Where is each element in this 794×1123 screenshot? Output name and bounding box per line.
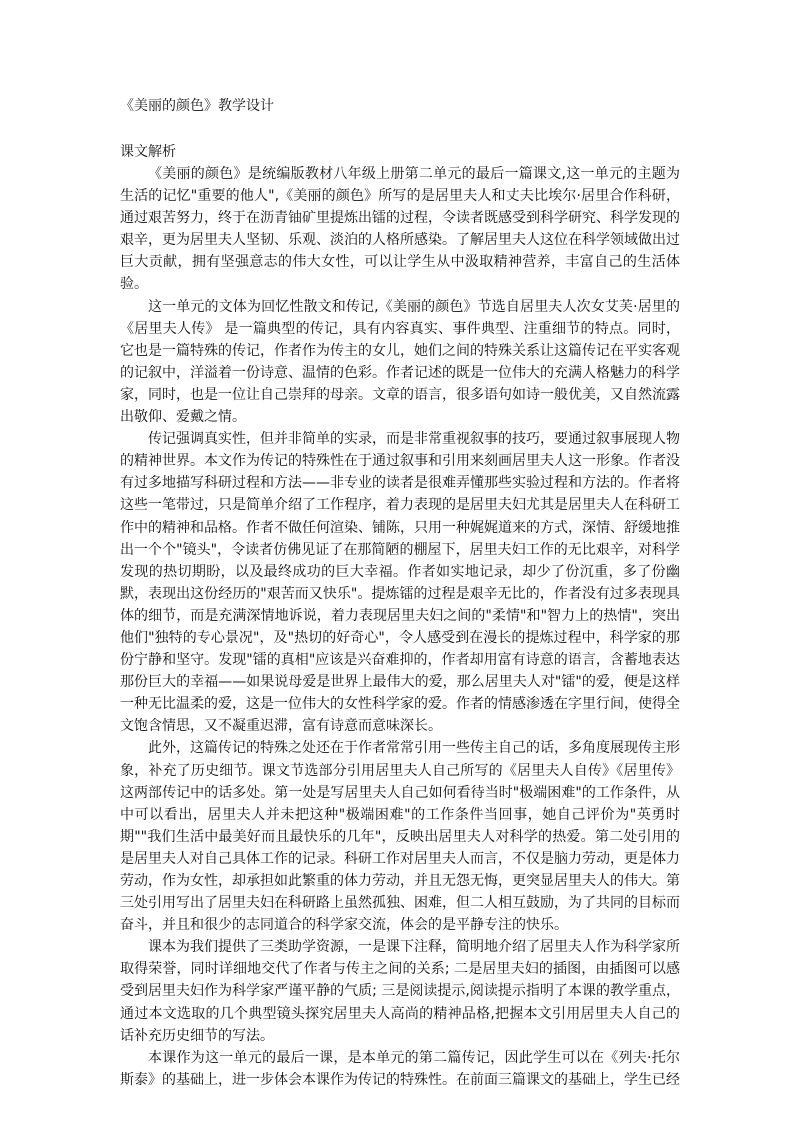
paragraph-quotations: 此外，这篇传记的特殊之处还在于作者常常引用一些传主自己的话，多角度展现传主形象，补充了历史细节。课文节选部分引用居里夫人自己所写的《居里夫人自传》《居里传》这两部传记中的话多处。第一处是写居里夫人自己如何看待当时"极端困难"的工作条件，从中可以看出，居里夫人并未把这种"极端困难"的工作条件当回事，她自己评价为"英勇时期""我们生活中最美好而且最快乐的几年"，反映出居里夫人对科学的热爱。第二处引用的是居里夫人对自己具体工作的记录。科研工作对居里夫人而言，不仅是脑力劳动，更是体力劳动，作为女性，却承担如此繁重的体力劳动，并且无怨无悔，更突显居里夫人的伟大。第三处引用写出了居里夫妇在科研路上虽然孤独、困难，但二人相互鼓励，为了共同的目标而奋斗，并且和很少的志同道合的科学家交流，体会的是平静专注的快乐。 [120,740,680,934]
paragraph-intro: 《美丽的颜色》是统编版教材八年级上册第二单元的最后一篇课文,这一单元的主题为生活的记忆"重要的他人",《美丽的颜色》所写的是居里夫人和丈夫比埃尔·居里合作科研，通过艰苦努力，终于在沥青铀矿里提炼出镭的过程，令读者既感受到科学研究、科学发现的艰辛，更为居里夫人坚韧、乐观、淡泊的人格所感染。了解居里夫人这位在科学领域做出过巨大贡献，拥有坚强意志的伟大女性，可以让学生从中汲取精神营养，丰富自己的生活体验。 [120,166,680,293]
section-heading: 课文解析 [120,144,176,160]
document-title: 《美丽的颜色》教学设计 [120,98,274,114]
document-page [120,95,680,1091]
paragraph-narrative: 传记强调真实性，但并非简单的实录，而是非常重视叙事的技巧，要通过叙事展现人物的精神世界。本文作为传记的特殊性在于通过叙事和引用来刻画居里夫人这一形象。作者没有过多地描写科研过程和方法——非专业的读者是很难弄懂那些实验过程和方法的。作者将这些一笔带过，只是简单介绍了工作程序，着力表现的是居里夫妇尤其是居里夫人在科研工作中的精神和品格。作者不做任何渲染、铺陈，只用一种娓娓道来的方式，深情、舒缓地推出一个个"镜头"，令读者仿佛见证了在那简陋的棚屋下，居里夫妇工作的无比艰辛，对科学发现的热切期盼，以及最终成功的巨大幸福。作者如实地记录，却少了份沉重，多了份幽默，表现出这份经历的"艰苦而又快乐"。提炼镭的过程是艰辛无比的，作者没有过多表现具体的细节，而是充满深情地诉说，着力表现居里夫妇之间的"柔情"和"智力上的热情"，突出他们"独特的专心景况"，及"热切的好奇心"，令人感受到在漫长的提炼过程中，科学家的那份宁静和坚守。发现"镭的真相"应该是兴奋难抑的，作者却用富有诗意的语言，含蓄地表达那份巨大的幸福——如果说母爱是世界上最伟大的爱，那么居里夫人对"镭"的爱，便是这样一种无比温柔的爱，这是一位伟大的女性科学家的爱。作者的情感渗透在字里行间，使得全文饱含情思，又不凝重迟滞，富有诗意而意味深长。 [120,431,680,735]
paragraph-genre: 这一单元的文体为回忆性散文和传记,《美丽的颜色》节选自居里夫人次女艾芙·居里的《居里夫人传》 是一篇典型的传记，具有内容真实、事件典型、注重细节的特点。同时，它也是一篇特殊的传记，作者作为传主的女儿，她们之间的特殊关系让这篇传记在平实客观的记叙中，洋溢着一份诗意、温情的色彩。作者记述的既是一位伟大的充满人格魅力的科学家，同时，也是一位让自己崇拜的母亲。文章的语言，很多语句如诗一般优美，又自然流露出敬仰、爱戴之情。 [120,298,680,426]
paragraph-unit-position: 本课作为这一单元的最后一课，是本单元的第二篇传记，因此学生可以在《列夫·托尔斯泰》的基础上，进一步体会本课作为传记的特殊性。在前面三篇课文的基础上，学生已经 [120,1049,680,1088]
paragraph-resources: 课本为我们提供了三类助学资源，一是课下注释，简明地介绍了居里夫人作为科学家所取得荣誉，同时详细地交代了作者与传主之间的关系; 二是居里夫妇的插图，由插图可以感受到居里夫妇作为科学家严谨平静的气质; 三是阅读提示,阅读提示指明了本课的教学重点，通过本文选取的几个典型镜头探究居里夫人高尚的精神品格,把握本文引用居里夫人自己的话补充历史细节的写法。 [120,939,680,1044]
